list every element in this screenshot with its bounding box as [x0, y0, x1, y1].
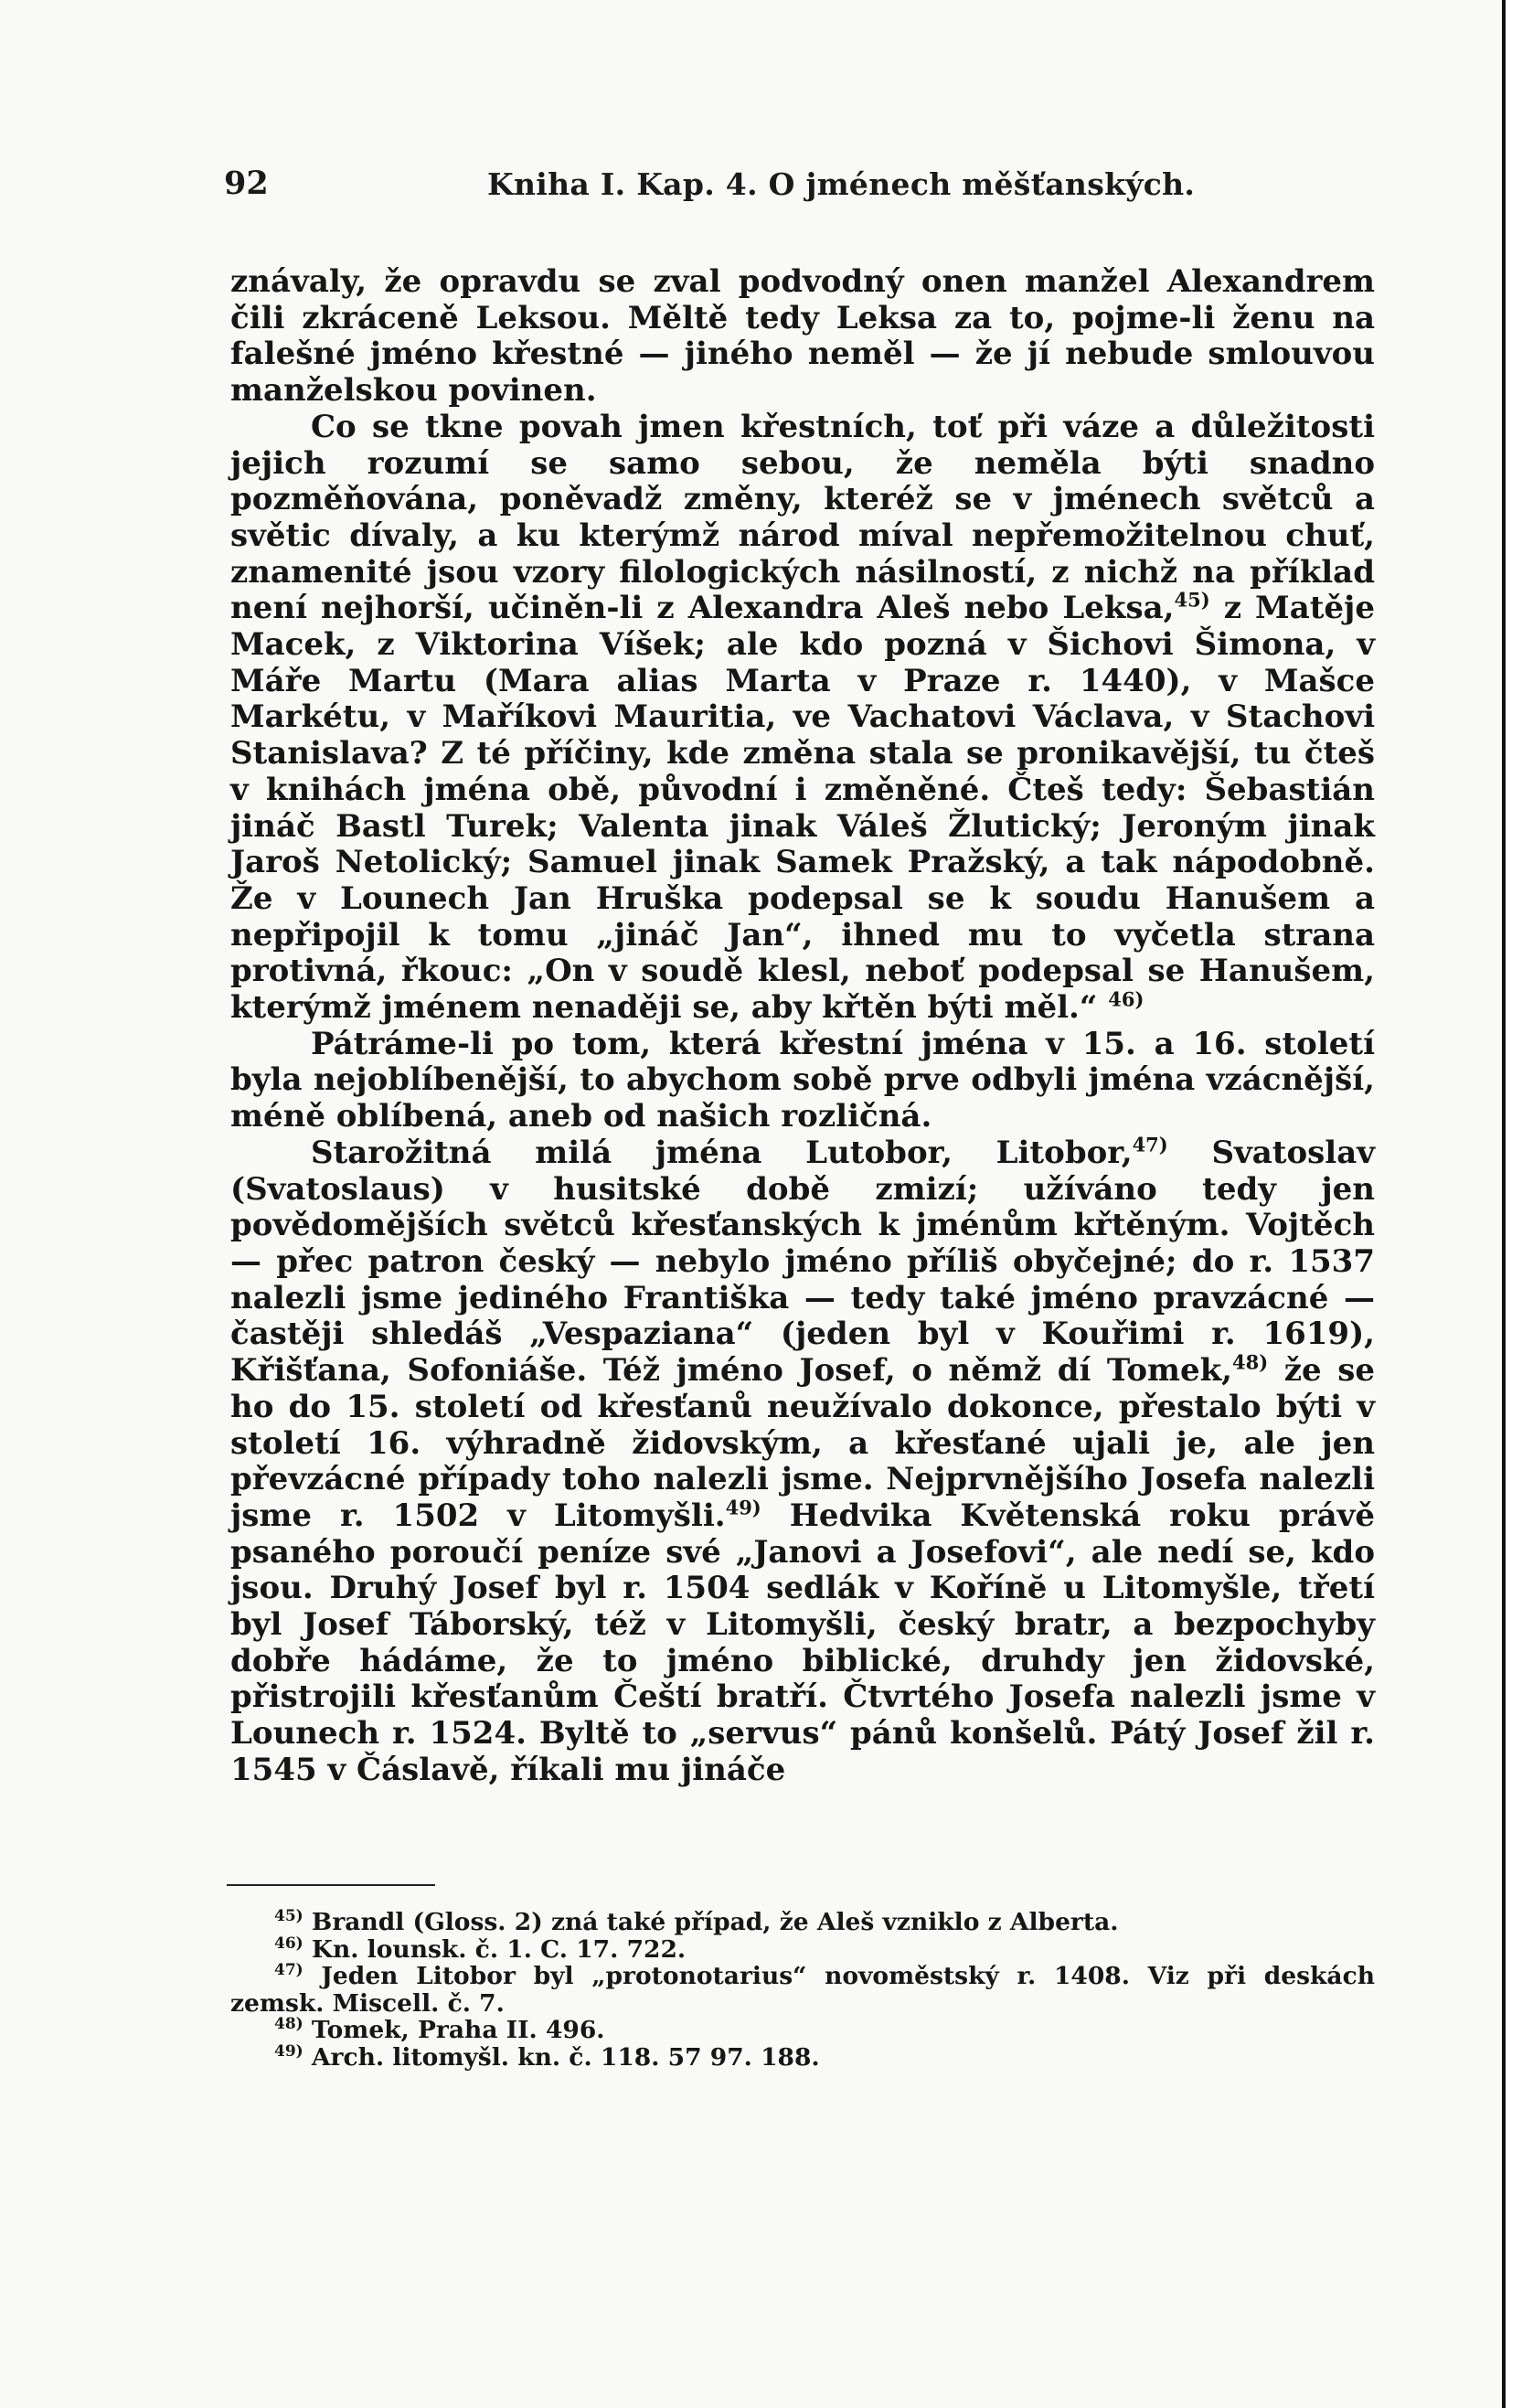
footnote-divider: [227, 1884, 435, 1886]
footnote-text: Tomek, Praha II. 496.: [303, 2016, 605, 2044]
footnote-text: Brandl (Gloss. 2) zná také případ, že Aleš vzniklo z Alberta.: [303, 1908, 1119, 1936]
footnote-text: Kn. lounsk. č. 1. C. 17. 722.: [303, 1934, 687, 1964]
footnote-ref: 47): [1132, 1133, 1168, 1156]
footnote-ref: 49): [725, 1496, 761, 1519]
page-header: [224, 165, 1376, 210]
paragraph-text: z Matěje Macek, z Viktorina Víšek; ale kdo pozná v Šichovi Šimona, v Máře Martu (Mara alias Marta v Praze r. 1440), v Mašce Markétu, v Maříkovi Mauritia, ve Vachatovi Václava, v Stachovi Stanislava? Z té příčiny, kde změna stala se pronikavější, tu čteš v knihách jména obě, původní i změněné. Čteš tedy: Šebastián jináč Bastl Turek; Valenta jinak Váleš Žlutický; Jeroným jinak Jaroš Netolický; Samuel jinak Samek Pražský, a tak nápodobně. Že v Lounech Jan Hruška podepsal se k soudu Hanušem a nepřipojil k tomu „jináč Jan“, ihned mu to vyčetla strana protivná, řkouc: „On v soudě klesl, neboť podepsal se Hanušem, kterýmž jménem nenaději se, aby křtěn býti měl.“: [230, 590, 1375, 1027]
body-text: [230, 264, 1375, 1789]
footnote-text: Arch. litomyšl. kn. č. 118. 57 97. 188.: [303, 2042, 820, 2072]
footnote-47: [230, 1963, 1375, 2017]
footnote-ref: 45): [1174, 589, 1210, 612]
paragraph-text: Pátráme-li po tom, která křestní jména v 15. a 16. století byla nejoblíbenější, to abychom sobě prve odbyli jména vzácnější, méně oblíbená, aneb od našich rozličná.: [230, 1025, 1375, 1135]
paragraph-2: [230, 410, 1375, 1027]
footnote-49: [230, 2041, 1375, 2072]
paragraph-text: Svatoslav (Svatoslaus) v husitské době zmizí; užíváno tedy jen povědomějších světců křesťanských k jménům křtěným. Vojtěch — přec patron český — nebylo jméno příliš obyčejné; do r. 1537 nalezli jsme jediného Františka — tedy také jméno pravzácné — častěji shledáš „Vespaziana“ (jeden byl v Kouřimi r. 1619), Křišťana, Sofoniáše. Též jméno Josef, o němž dí Tomek,: [230, 1134, 1376, 1390]
footnote-ref: 48): [1232, 1350, 1269, 1374]
page-edge: [1502, 0, 1506, 2408]
footnote-mark: 48): [274, 2015, 303, 2034]
footnote-mark: 47): [274, 1961, 303, 1980]
footnote-mark: 46): [274, 1934, 303, 1953]
paragraph-text: Hedvika Květenská roku právě psaného poroučí peníze své „Janovi a Josefovi“, ale nedí se, kdo jsou. Druhý Josef byl r. 1504 sedlák v Kořínĕ u Litomyšle, třetí byl Josef Táborský, též v Litomyšli, český bratr, a bezpochyby dobře hádáme, že to jméno biblické, druhdy jen židovské, přistrojili křesťanům Čeští bratří. Čtvrtého Josefa nalezli jsme v Lounech r. 1524. Byltě to „servus“ pánů konšelů. Pátý Josef žil r. 1545 v Čáslavě, říkali mu jináče: [230, 1497, 1375, 1788]
footnote-46: [230, 1936, 1375, 1964]
running-head: Kniha I. Kap. 4. O jménech měšťanských.: [487, 166, 1196, 202]
footnote-text: Jeden Litobor byl „protonotarius“ novoměstský r. 1408. Viz při deskách zemsk. Miscell. č. 7.: [230, 1962, 1375, 2018]
paragraph-text: znávaly, že opravdu se zval podvodný onen manžel Alexandrem čili zkráceně Leksou. Měltě tedy Leksa za to, pojme-li ženu na falešné jméno křestné — jiného neměl — že jí nebude smlouvou manželskou povinen.: [230, 263, 1375, 410]
footnote-mark: 45): [274, 1907, 303, 1926]
paragraph-text: Starožitná milá jména Lutobor, Litobor,: [311, 1134, 1133, 1171]
paragraph-text: Co se tkne povah jmen křestních, toť při váze a důležitosti jejich rozumí se samo sebou, že neměla býti snadno pozměňována, poněvadž změny, kteréž se v jménech světců a světic dívaly, a ku kterýmž národ míval nepřemožitelnou chuť, znamenité jsou vzory filologických násilností, z nichž na příklad není nejhorší, učiněn-li z Alexandra Aleš nebo Leksa,: [230, 408, 1375, 627]
paragraph-4: [230, 1135, 1375, 1789]
footnotes: [230, 1909, 1375, 2071]
footnote-mark: 49): [274, 2041, 303, 2061]
footnote-45: [230, 1909, 1375, 1936]
paragraph-3: [230, 1027, 1375, 1135]
paragraph-text: že se ho do 15. století od křesťanů neužívalo dokonce, přestalo býti v století 16. výhradně židovským, a křesťané ujali je, ale jen převzácné případy toho nalezli jsme. Nejprvnějšího Josefa nalezli jsme r. 1502 v Litomyšli.: [230, 1352, 1375, 1534]
footnote-ref: 46): [1108, 987, 1144, 1011]
paragraph-1: [230, 264, 1375, 410]
page-number: 92: [224, 165, 269, 202]
footnote-48: [230, 2017, 1375, 2044]
